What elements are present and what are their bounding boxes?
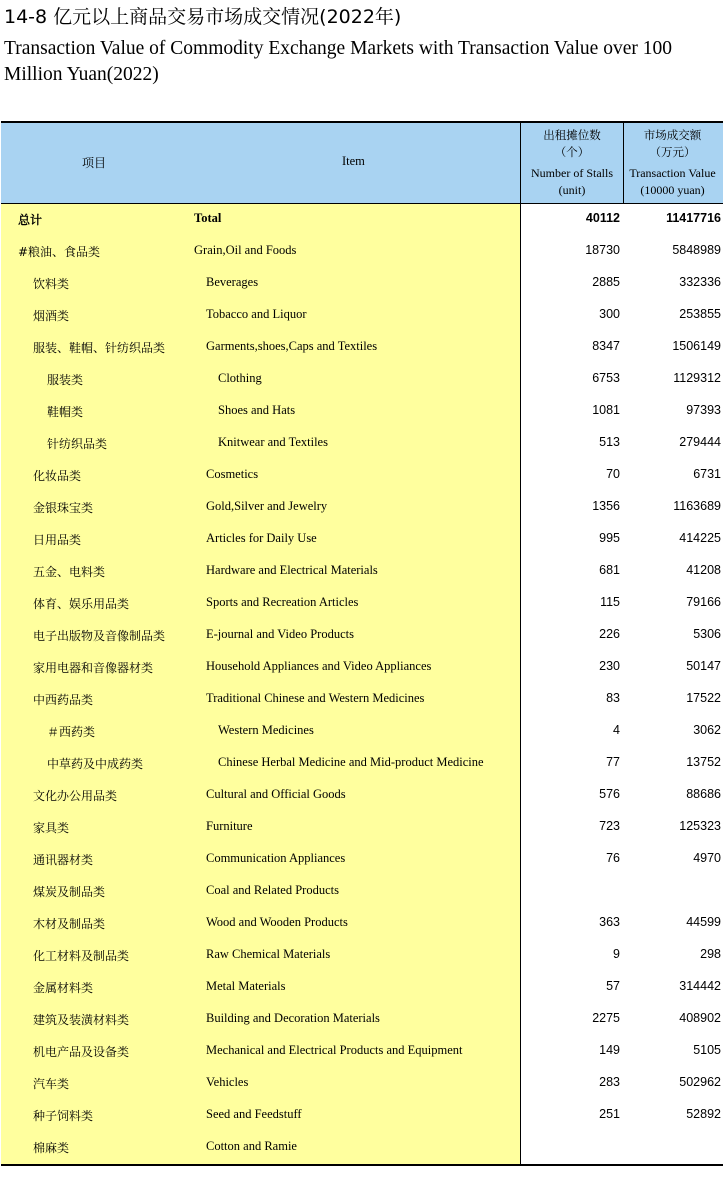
row-value: 44599 [686,915,721,929]
row-item-en: Knitwear and Textiles [218,435,328,449]
row-stalls: 576 [599,787,620,801]
row-stalls: 8347 [592,339,620,353]
table-row [1,780,723,812]
header-value-cn: 市场成交额 [643,128,702,142]
row-stalls: 9 [613,947,620,961]
table-row [1,588,723,620]
table-title-cn: 14-8 亿元以上商品交易市场成交情况(2022年) [4,6,402,28]
row-stalls: 18730 [585,243,620,257]
row-item-en: Chinese Herbal Medicine and Mid-product Medicine [218,755,484,769]
row-item-en: Gold,Silver and Jewelry [206,499,328,513]
table-row [1,748,723,780]
row-value: 1506149 [672,339,721,353]
row-value: 298 [700,947,721,961]
table-header [1,123,723,204]
row-item-cn: 汽车类 [33,1077,70,1091]
table-row [1,620,723,652]
row-item-en: E-journal and Video Products [206,627,354,641]
row-stalls: 76 [606,851,620,865]
table-row [1,684,723,716]
table-row [1,1132,723,1164]
table-row [1,556,723,588]
table-row [1,364,723,396]
header-value [622,123,723,203]
row-stalls: 363 [599,915,620,929]
row-item-en: Seed and Feedstuff [206,1107,302,1121]
row-stalls: 283 [599,1075,620,1089]
row-stalls: 230 [599,659,620,673]
table-row [1,268,723,300]
row-stalls: 723 [599,819,620,833]
row-stalls: 226 [599,627,620,641]
row-item-en: Metal Materials [206,979,286,993]
row-value: 125323 [679,819,721,833]
row-item-cn: 中草药及中成药类 [47,757,144,771]
header-stalls [520,123,624,203]
row-item-en: Western Medicines [218,723,314,737]
row-item-en: Clothing [218,371,262,385]
row-item-cn: 金银珠宝类 [33,501,94,515]
header-value-en: Transaction Value [629,166,716,180]
row-stalls: 83 [606,691,620,705]
row-item-cn: 烟酒类 [33,309,70,323]
row-item-cn: 服装、鞋帽、针纺织品类 [33,341,166,355]
row-item-en: Cosmetics [206,467,259,481]
table-row [1,300,723,332]
row-item-en: Hardware and Electrical Materials [206,563,378,577]
row-stalls: 40112 [585,211,620,225]
header-stalls-cn: 出租摊位数 [543,128,601,142]
row-item-cn: 中西药品类 [33,693,94,707]
row-stalls: 995 [599,531,620,545]
row-item-en: Shoes and Hats [218,403,296,417]
row-item-cn: 鞋帽类 [47,405,84,419]
row-item-cn: 种子饲料类 [33,1109,94,1123]
row-item-en: Communication Appliances [206,851,346,865]
row-item-cn: 家具类 [33,821,70,835]
row-item-en: Tobacco and Liquor [206,307,307,321]
row-value: 5306 [693,627,721,641]
row-value: 414225 [679,531,721,545]
header-stalls-unit-en: (unit) [558,183,586,197]
row-item-en: Traditional Chinese and Western Medicines [206,691,425,705]
row-item-en: Wood and Wooden Products [206,915,348,929]
row-item-cn: 日用品类 [33,533,82,547]
row-item-en: Household Appliances and Video Appliances [206,659,432,673]
row-item-cn: #粮油、食品类 [18,245,101,259]
row-stalls: 251 [599,1107,620,1121]
row-value: 6731 [693,467,721,481]
row-item-cn: 建筑及装潢材料类 [33,1013,130,1027]
row-item-en: Raw Chemical Materials [206,947,331,961]
statistics-table [1,121,723,1166]
row-value: 3062 [693,723,721,737]
row-value: 1129312 [673,371,721,385]
row-item-cn: 体育、娱乐用品类 [33,597,130,611]
row-item-en: Building and Decoration Materials [206,1011,380,1025]
table-title-en: Transaction Value of Commodity Exchange Markets with Transaction Value over 100 Million Yuan(2022) [4,38,672,85]
row-item-cn: 五金、电料类 [33,565,106,579]
table-row [1,716,723,748]
row-item-en: Beverages [206,275,259,289]
row-item-en: Mechanical and Electrical Products and Equipment [206,1043,463,1057]
table-row [1,492,723,524]
row-item-cn: 针纺织品类 [47,437,108,451]
row-value: 253855 [679,307,721,321]
row-stalls: 513 [599,435,620,449]
row-item-en: Total [194,211,222,225]
row-stalls: 1081 [592,403,620,417]
row-item-en: Garments,shoes,Caps and Textiles [206,339,378,353]
row-item-en: Furniture [206,819,253,833]
row-item-en: Grain,Oil and Foods [194,243,297,257]
table-row [1,460,723,492]
row-value: 279444 [679,435,721,449]
table-row [1,940,723,972]
row-value: 502962 [679,1075,721,1089]
table-row [1,844,723,876]
row-value: 4970 [693,851,721,865]
row-value: 88686 [686,787,721,801]
header-item-cn: 项目 [82,156,107,170]
row-value: 79166 [686,595,721,609]
table-row [1,204,723,236]
header-item-en: Item [342,154,365,168]
row-value: 13752 [686,755,721,769]
row-item-cn: 服装类 [47,373,84,387]
row-item-cn: 总计 [18,213,43,227]
row-item-cn: 饮料类 [33,277,70,291]
table-row [1,1036,723,1068]
row-value: 52892 [686,1107,721,1121]
header-stalls-en: Number of Stalls [531,166,613,180]
row-value: 11417716 [666,211,721,225]
row-item-cn: 金属材料类 [33,981,94,995]
table-body [1,204,723,1164]
row-value: 17522 [686,691,721,705]
row-value: 408902 [679,1011,721,1025]
row-value: 1163689 [673,499,721,513]
row-value: 97393 [686,403,721,417]
row-item-en: Cultural and Official Goods [206,787,346,801]
table-row [1,876,723,908]
table-row [1,908,723,940]
table-row [1,1100,723,1132]
row-item-cn: 化工材料及制品类 [33,949,130,963]
row-stalls: 4 [613,723,620,737]
table-row [1,652,723,684]
header-value-unit-en: (10000 yuan) [640,183,705,197]
table-row [1,972,723,1004]
row-item-cn: 家用电器和音像器材类 [33,661,154,675]
row-value: 50147 [686,659,721,673]
table-row [1,428,723,460]
row-value: 332336 [679,275,721,289]
row-stalls: 115 [600,595,620,609]
row-item-cn: 化妆品类 [33,469,82,483]
header-value-unit-cn: （万元） [649,145,696,159]
row-item-cn: 电子出版物及音像制品类 [33,629,166,643]
header-stalls-unit-cn: （个） [554,145,590,159]
row-item-cn: 文化办公用品类 [33,789,118,803]
row-item-en: Vehicles [206,1075,249,1089]
row-stalls: 1356 [592,499,620,513]
table-row [1,1068,723,1100]
table-row [1,236,723,268]
row-item-en: Articles for Daily Use [206,531,317,545]
row-value: 41208 [686,563,721,577]
row-stalls: 681 [599,563,620,577]
row-stalls: 2275 [592,1011,620,1025]
row-item-cn: ＃西药类 [47,725,96,739]
table-row [1,332,723,364]
row-stalls: 2885 [592,275,620,289]
row-item-cn: 机电产品及设备类 [33,1045,130,1059]
row-value: 5848989 [672,243,721,257]
table-row [1,812,723,844]
row-value: 5105 [693,1043,721,1057]
row-item-cn: 棉麻类 [33,1141,70,1155]
table-row [1,524,723,556]
row-item-en: Sports and Recreation Articles [206,595,359,609]
row-value: 314442 [679,979,721,993]
row-stalls: 300 [599,307,620,321]
row-stalls: 149 [599,1043,620,1057]
table-row [1,1004,723,1036]
row-item-en: Cotton and Ramie [206,1139,297,1153]
row-stalls: 77 [606,755,620,769]
row-item-cn: 木材及制品类 [33,917,106,931]
row-item-en: Coal and Related Products [206,883,339,897]
row-stalls: 70 [606,467,620,481]
row-stalls: 57 [606,979,620,993]
row-stalls: 6753 [592,371,620,385]
row-item-cn: 通讯器材类 [33,853,94,867]
row-item-cn: 煤炭及制品类 [33,885,106,899]
table-row [1,396,723,428]
